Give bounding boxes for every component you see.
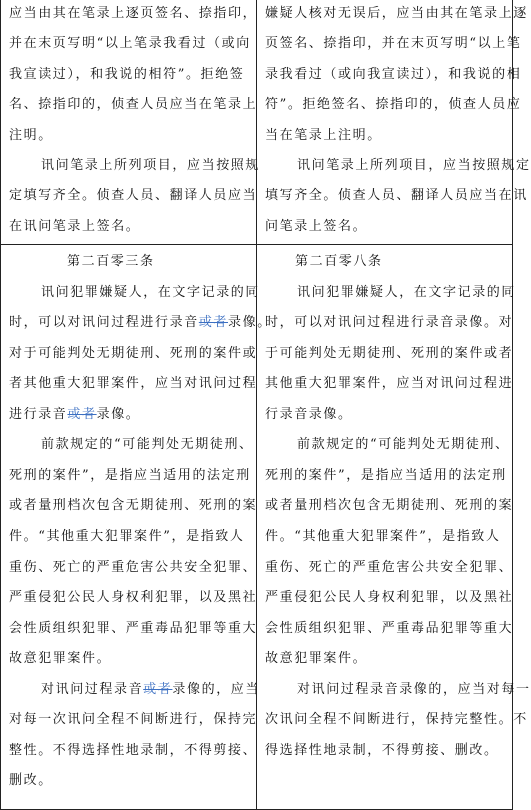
text-line [41, 157, 260, 177]
line-text: 或者量刑档次包含无期徒刑、死刑的案 [9, 498, 258, 514]
line-text: 在讯问笔录上签名。 [9, 218, 141, 234]
text-line [265, 127, 382, 147]
text-line [9, 35, 251, 55]
line-text: 会性质组织犯罪、严重毒品犯罪等重大 [9, 620, 258, 636]
text-line [265, 345, 513, 365]
line-text: 者其他重大犯罪案件，应当对讯问过程 [9, 376, 258, 392]
line-text: 重伤、死亡的严重危害公共安全犯罪、 [265, 559, 514, 575]
text-line [9, 406, 140, 426]
text-line [9, 559, 257, 579]
text-line [265, 528, 501, 548]
text-line [265, 375, 513, 395]
text-line [265, 742, 499, 762]
deleted-text: 或者 [198, 315, 229, 331]
text-line [265, 497, 513, 517]
line-text: 填写齐全。侦查人员、翻译人员应当在讯 [265, 188, 528, 204]
text-line [9, 650, 111, 670]
text-line [9, 66, 244, 86]
text-line [9, 127, 53, 147]
deleted-text: 或者 [143, 681, 173, 697]
line-text: 对讯问过程录音 [41, 681, 144, 697]
line-text: 录像。 [228, 315, 272, 331]
line-text: 符”。拒绝签名、捺指印的，侦查人员应 [265, 97, 522, 113]
line-text: 第二百零三条 [67, 254, 155, 269]
line-text: 前款规定的“可能判处无期徒刑、 [41, 437, 254, 453]
line-text: 第二百零八条 [295, 254, 383, 269]
text-line [265, 620, 513, 640]
text-line [9, 96, 257, 116]
text-line [265, 35, 521, 55]
cell-old-text-top [0, 0, 261, 245]
line-text: 讯问犯罪嫌疑人，在文字记录的同 [297, 284, 517, 300]
line-text: 对于可能判处无期徒刑、死刑的案件或 [9, 345, 258, 361]
line-text: 并在末页写明“以上笔录我看过（或向 [9, 36, 251, 52]
text-line [9, 467, 251, 487]
line-text: 于可能判处无期徒刑、死刑的案件或者 [265, 345, 514, 361]
line-text: 讯问笔录上所列项目，应当按照规 [41, 158, 261, 173]
text-line [67, 253, 155, 273]
text-line [265, 96, 521, 116]
text-line [265, 5, 528, 25]
text-line [41, 436, 254, 456]
line-text: 嫌疑人核对无误后，应当由其在笔录上逐 [265, 6, 528, 21]
text-line [9, 345, 257, 365]
line-text: 讯问犯罪嫌疑人，在文字记录的同 [41, 284, 261, 300]
line-text: 前款规定的“可能判处无期徒刑、 [297, 437, 510, 453]
line-text: 录像的，应当 [172, 681, 261, 697]
cell-new-text-article-208 [256, 244, 531, 810]
line-text: 注明。 [9, 127, 53, 143]
line-text: 其他重大犯罪案件，应当对讯问过程进 [265, 376, 514, 392]
line-text: 件。“其他重大犯罪案件”，是指致人 [9, 528, 245, 544]
line-text: 重伤、死亡的严重危害公共安全犯罪、 [9, 559, 258, 575]
text-line [265, 406, 353, 426]
line-text: 死刑的案件”，是指应当适用的法定刑 [265, 467, 507, 483]
line-text: 对每一次讯问全程不间断进行，保持完 [9, 712, 258, 728]
text-line [297, 436, 510, 456]
line-text: 问笔录上签名。 [265, 218, 368, 234]
line-text: 我宣读过），和我说的相符”。拒绝签 [9, 66, 245, 82]
text-line [9, 772, 53, 792]
line-text: 或者量刑档次包含无期徒刑、死刑的案 [265, 498, 514, 514]
line-text: 会性质组织犯罪、严重毒品犯罪等重大 [265, 620, 514, 636]
text-line [265, 589, 513, 609]
line-text: 定填写齐全。侦查人员、翻译人员应当 [9, 188, 258, 204]
line-text: 行录音录像。 [265, 406, 353, 422]
line-text: 名、捺指印的，侦查人员应当在笔录上 [9, 97, 258, 113]
line-text: 页签名、捺指印，并在末页写明“以上笔 [265, 36, 522, 52]
text-line [297, 157, 531, 177]
line-text: 讯问笔录上所列项目，应当按照规定 [297, 158, 531, 173]
text-line [9, 711, 257, 731]
line-text: 当在笔录上注明。 [265, 127, 382, 143]
text-line [9, 620, 257, 640]
line-text: 时，可以对讯问过程进行录音录像。对 [265, 315, 514, 331]
cell-old-text-article-203 [0, 244, 272, 810]
text-line [9, 528, 245, 548]
text-line [9, 187, 257, 207]
text-line [265, 66, 521, 86]
line-text: 删改。 [9, 773, 53, 789]
text-line [9, 5, 257, 25]
text-line [297, 681, 531, 701]
deleted-text: 或者 [67, 406, 97, 422]
line-text: 故意犯罪案件。 [9, 651, 112, 667]
line-text: 死刑的案件”，是指应当适用的法定刑 [9, 467, 251, 483]
line-text: 严重侵犯公民人身权利犯罪，以及黑社 [265, 590, 514, 606]
text-line [265, 559, 513, 579]
line-text: 应当由其在笔录上逐页签名、捺指印， [9, 6, 258, 21]
text-line [265, 187, 528, 207]
line-text: 对讯问过程录音录像的，应当对每一 [297, 681, 531, 697]
line-text: 录我看过（或向我宣读过），和我说的相 [265, 66, 522, 82]
text-line [265, 650, 367, 670]
text-line [265, 218, 367, 238]
line-text: 件。“其他重大犯罪案件”，是指致人 [265, 528, 501, 544]
text-line [9, 742, 257, 762]
text-line [9, 218, 140, 238]
line-text: 录像。 [96, 406, 141, 422]
line-text: 故意犯罪案件。 [265, 651, 368, 667]
text-line [265, 314, 513, 334]
text-line [9, 375, 257, 395]
line-text: 整性。不得选择性地录制，不得剪接、 [9, 742, 258, 758]
text-line [9, 314, 272, 334]
text-line [265, 711, 528, 731]
line-text: 时，可以对讯问过程进行录音 [9, 315, 199, 331]
text-line [9, 497, 257, 517]
text-line [41, 681, 260, 701]
line-text: 得选择性地录制，不得剪接、删改。 [265, 742, 499, 758]
text-line [41, 284, 260, 304]
text-line [9, 589, 257, 609]
line-text: 进行录音 [9, 406, 68, 422]
cell-new-text-top [256, 0, 531, 245]
line-text: 严重侵犯公民人身权利犯罪，以及黑社 [9, 590, 258, 606]
text-line [297, 284, 516, 304]
text-line [295, 253, 383, 273]
text-line [265, 467, 507, 487]
line-text: 次讯问全程不间断进行，保持完整性。不 [265, 712, 528, 728]
